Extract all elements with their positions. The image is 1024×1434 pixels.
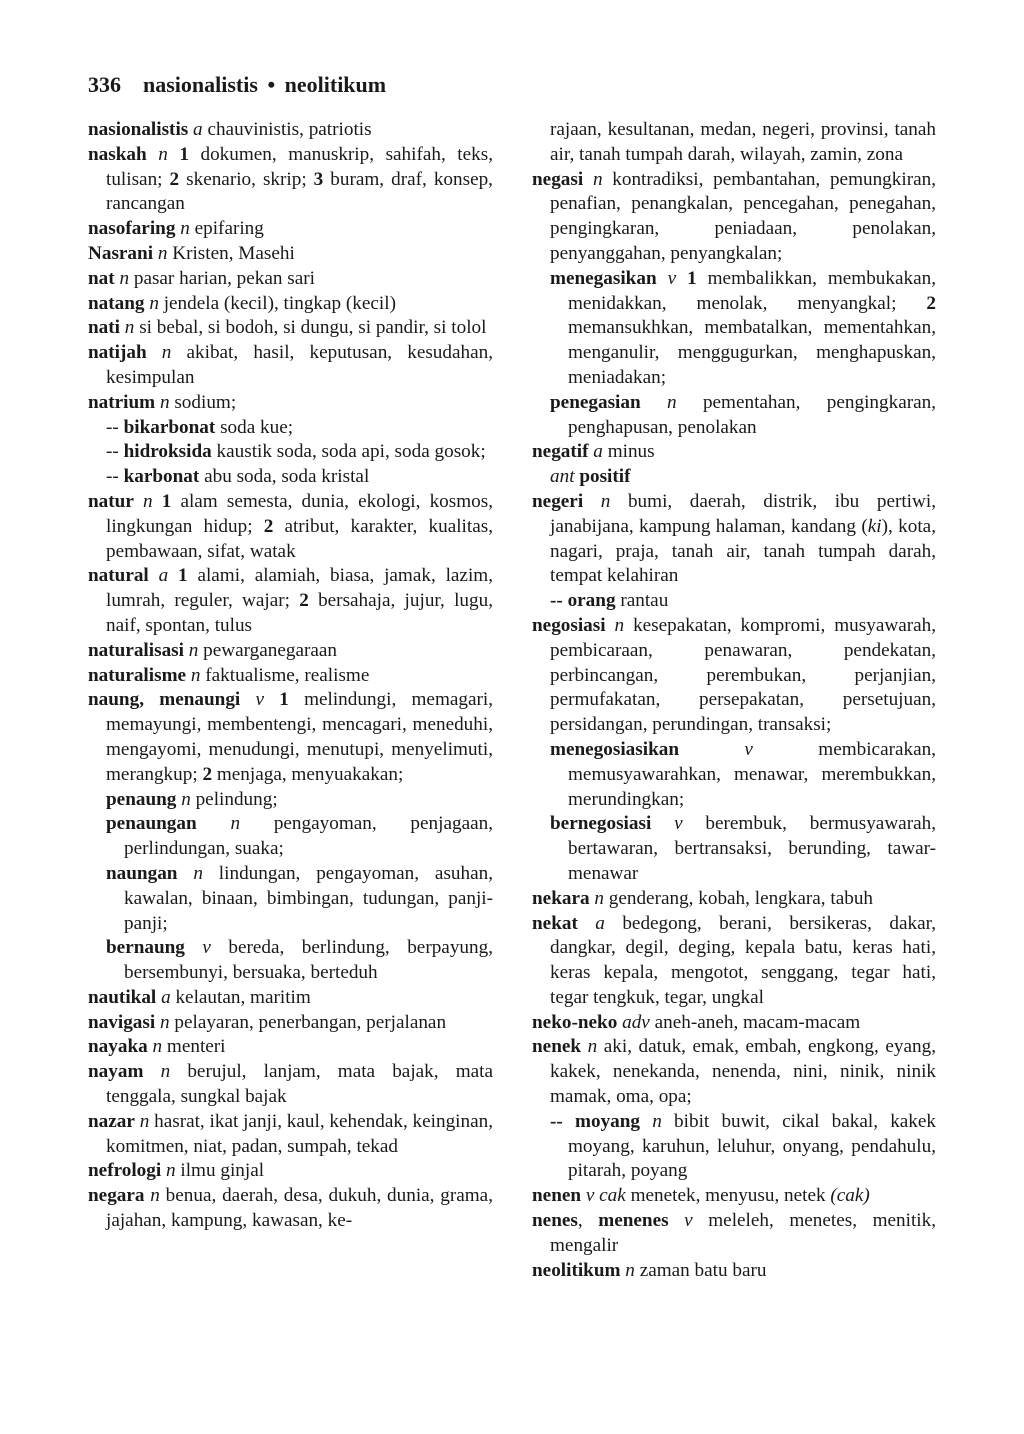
dictionary-entry: neko-neko adv aneh-aneh, macam-macam [532,1011,861,1033]
dictionary-entry: -- orang rantau [550,590,669,612]
right-column [532,118,936,1283]
dictionary-entry: penaung n pelindung; [106,788,278,810]
dictionary-entry: natural a 1 alami, alamiah, biasa, jamak, lazim, lumrah, reguler, wajar; 2 bersahaja, jujur, lugu, naif, spontan, tulus [88,565,494,636]
dictionary-entry: negeri n bumi, daerah, distrik, ibu pertiwi, janabijana, kampung halaman, kandang (ki), kota, nagari, praja, tanah air, tanah tumpah darah, tempat kelahiran [532,490,937,587]
dictionary-entry: naturalisasi n pewarganegaraan [88,639,338,661]
guide-word-first: nasionalistis [143,72,258,97]
dictionary-entry: nayam n berujul, lanjam, mata bajak, mata tenggala, sungkal bajak [88,1061,493,1108]
dictionary-entry: nazar n hasrat, ikat janji, kaul, kehendak, keinginan, komitmen, niat, padan, sumpah, tekad [88,1110,494,1157]
dictionary-entry: neolitikum n zaman batu baru [532,1259,767,1281]
dictionary-entry: naturalisme n faktualisme, realisme [88,664,370,686]
dictionary-entry: naung, menaungi v 1 melindungi, memagari, memayungi, membentengi, mencagari, meneduhi, mengayomi, menudungi, menutupi, menyelimuti, merangkup; 2 menjaga, menyuakakan; [88,689,494,785]
dictionary-entry: ant positif [550,466,631,488]
dictionary-entry: naungan n lindungan, pengayoman, asuhan, kawalan, binaan, bimbingan, tudungan, panji-panji; [106,862,493,934]
dictionary-entry: negosiasi n kesepakatan, kompromi, musyawarah, pembicaraan, penawaran, pendekatan, perbincangan, perembukan, perjanjian, permufakatan, persepakatan, persetujuan, persidangan, perundingan, transaksi; [532,614,937,736]
dictionary-entry: nekara n genderang, kobah, lengkara, tabuh [532,887,874,909]
dictionary-entry: Nasrani n Kristen, Masehi [88,242,295,264]
dictionary-entry: negatif a minus [532,441,655,463]
dictionary-entry: negara n benua, daerah, desa, dukuh, dunia, grama, jajahan, kampung, kawasan, ke- [88,1185,493,1232]
dictionary-entry: menegosiasikan v membicarakan, memusyawarahkan, menawar, merembukkan, merundingkan; [550,738,936,810]
dictionary-entry: natang n jendela (kecil), tingkap (kecil) [88,292,396,314]
dictionary-entry: navigasi n pelayaran, penerbangan, perjalanan [88,1011,447,1033]
guide-word-last: neolitikum [284,72,387,97]
dictionary-entry: naskah n 1 dokumen, manuskrip, sahifah, teks, tulisan; 2 skenario, skrip; 3 buram, draf, konsep, rancangan [88,143,494,215]
dictionary-entry: nenek n aki, datuk, emak, embah, engkong, eyang, kakek, nenekanda, nenenda, nini, ninik, ninik mamak, oma, opa; [532,1036,936,1108]
left-column [88,118,493,1234]
dictionary-entry: nenes, menenes v meleleh, menetes, menitik, mengalir [532,1210,937,1256]
dictionary-entry: natrium n sodium; [88,391,237,413]
dictionary-entry: nasofaring n epifaring [88,218,264,240]
dictionary-entry: nefrologi n ilmu ginjal [88,1160,265,1182]
dictionary-entry: bernegosiasi v berembuk, bermusyawarah, bertawaran, bertransaksi, berunding, tawar-menawar [550,813,936,884]
dictionary-entry: negasi n kontradiksi, pembantahan, pemungkiran, penafian, penangkalan, pencegahan, penegahan, pengingkaran, peniadaan, penolakan, penyanggahan, penyangkalan; [532,168,937,264]
dictionary-entry: penaungan n pengayoman, penjagaan, perlindungan, suaka; [106,813,493,860]
page-number: 336 [88,72,121,97]
dictionary-entry: nenen v cak menetek, menyusu, netek (cak) [532,1185,870,1207]
dictionary-entry: nat n pasar harian, pekan sari [88,267,315,289]
dictionary-entry: nasionalistis a chauvinistis, patriotis [88,119,372,140]
dictionary-entry: menegasikan v 1 membalikkan, membukakan, menidakkan, menolak, menyangkal; 2 memansukhkan, membatalkan, mementahkan, menganulir, menggugurkan, menghapuskan, meniadakan; [550,267,936,388]
dictionary-entry: nekat a bedegong, berani, bersikeras, dakar, dangkar, degil, deging, kepala batu, keras hati, keras kepala, mengotot, senggang, tegar hati, tegar tengkuk, tegar, ungkal [532,912,936,1008]
dictionary-entry: natijah n akibat, hasil, keputusan, kesudahan, kesimpulan [88,342,494,388]
dictionary-entry: nati n si bebal, si bodoh, si dungu, si pandir, si tolol [88,317,487,339]
guide-separator: • [267,72,276,97]
dictionary-entry: -- karbonat abu soda, soda kristal [106,466,370,488]
dictionary-entry: nayaka n menteri [88,1036,226,1058]
dictionary-entry: -- moyang n bibit buwit, cikal bakal, kakek moyang, karuhun, leluhur, onyang, pendahulu, pitarah, poyang [550,1110,937,1182]
dictionary-entry: penegasian n pementahan, pengingkaran, penghapusan, penolakan [550,391,937,438]
dictionary-entry: nautikal a kelautan, maritim [88,986,311,1008]
running-header [88,72,386,98]
dictionary-entry: -- hidroksida kaustik soda, soda api, soda gosok; [106,441,486,463]
dictionary-entry: rajaan, kesultanan, medan, negeri, provinsi, tanah air, tanah tumpah darah, wilayah, zamin, zona [550,119,936,165]
dictionary-entry: bernaung v bereda, berlindung, berpayung, bersembunyi, bersuaka, berteduh [106,937,493,984]
dictionary-entry: -- bikarbonat soda kue; [106,416,294,438]
dictionary-entry: natur n 1 alam semesta, dunia, ekologi, kosmos, lingkungan hidup; 2 atribut, karakter, kualitas, pembawaan, sifat, watak [88,490,494,562]
